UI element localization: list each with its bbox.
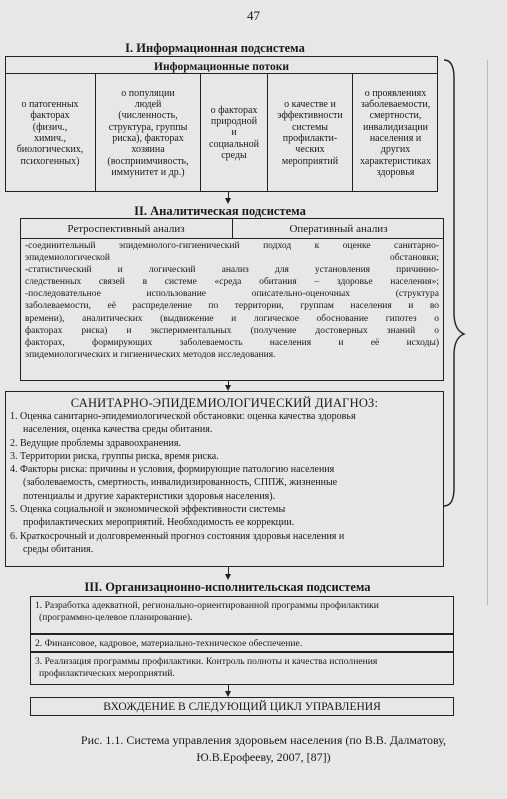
flow-cell-line: о проявлениях (364, 87, 427, 99)
flow-cell-line: факторах (30, 110, 70, 122)
flow-cell-line: других (380, 144, 411, 156)
org-item-2-box (30, 634, 454, 652)
org-item-line: (программно-целевое планирование). (39, 612, 193, 624)
diagnosis-line: 4. Факторы риска: причины и условия, формирующие патологию населения (10, 464, 335, 476)
flow-cell-line: социальной (209, 138, 259, 150)
flow-cell-line: иммунитет и др.) (111, 166, 185, 178)
diagnosis-line: (заболеваемость, смертность, инвалидизированность, СППЖ, жизненные (23, 477, 338, 489)
flow-cell-line: хозяина (131, 144, 165, 156)
org-item-1 (35, 600, 451, 625)
page-number: 47 (247, 8, 260, 23)
flow-cell-line: профилакти- (282, 133, 338, 144)
flow-cell-line: (восприимчивость, (107, 155, 189, 167)
analytic-subsystem-title: II. Аналитическая подсистема (134, 204, 306, 218)
flow-cell-line: и (231, 127, 237, 139)
diagnosis-line: среды обитания. (23, 543, 94, 555)
flow-cell-line: природной (210, 116, 258, 128)
flow-cell-line: характеристиках (360, 155, 431, 167)
diagnosis-line: населения, оценка качества среды обитания. (23, 424, 213, 436)
flow-cell-line: биологических, (16, 144, 84, 156)
analytic-line: эпидемиологической обстановки; (25, 253, 439, 264)
flow-cell-population (96, 74, 200, 192)
flow-cell-line: ческих (295, 144, 325, 156)
flow-cell-line: о популяции (121, 87, 175, 99)
next-cycle-box (30, 697, 454, 716)
next-cycle-label: ВХОЖДЕНИЕ В СЛЕДУЮЩИЙ ЦИКЛ УПРАВЛЕНИЯ (103, 700, 381, 713)
analytic-line: заболеваемости, её распределение по территории, группам населения и во (25, 301, 439, 312)
flow-cell-line: смертности, (369, 110, 422, 122)
flow-cell-line: психогенных) (20, 155, 80, 167)
flow-cell-line: людей (134, 99, 162, 111)
analytic-line: -последовательное использование описательно-оценочных (структура (25, 289, 439, 300)
org-item-3-box (30, 652, 454, 685)
caption-line: Ю.В.Ерофееву, 2007, [87]) (196, 750, 331, 764)
flow-cell-environment (201, 74, 267, 192)
org-item-line: 2. Финансовое, кадровое, материально-техническое обеспечение. (35, 638, 303, 649)
org-item-2 (35, 638, 451, 650)
flow-cell-line: о качестве и (284, 99, 336, 111)
flow-cell-line: (численность, (118, 110, 178, 122)
org-item-line: профилактических мероприятий. (39, 668, 175, 680)
flow-cell-line: структура, группы (108, 121, 188, 133)
caption-line: Рис. 1.1. Система управления здоровьем населения (по В.В. Далматову, (80, 733, 447, 747)
flow-cell-line: заболеваемости, (360, 99, 431, 111)
bleed-through-line (487, 60, 488, 605)
diagnosis-line: 6. Краткосрочный и долговременный прогноз состояния здоровья населения и (10, 530, 345, 542)
operative-analysis-label: Оперативный анализ (289, 223, 388, 235)
info-flows-header: Информационные потоки (154, 61, 289, 73)
analytic-line: -статистический и логический анализ для установления причинно- (25, 265, 439, 276)
flow-cell-morbidity (353, 74, 438, 192)
org-item-line: 3. Реализация программы профилактики. Контроль полноты и качества исполнения (35, 656, 378, 667)
diagnosis-line: 1. Оценка санитарно-эпидемиологической обстановки: оценка качества здоровья (10, 411, 356, 422)
analytic-line: эпидемиологических и гигиенических методов исследования. (25, 349, 276, 360)
org-item-3 (35, 656, 451, 681)
figure-caption (20, 732, 507, 766)
flow-cell-line: населения и (369, 133, 422, 144)
flow-cell-line: (физич., (32, 121, 68, 133)
flow-cell-line: химич., (33, 133, 67, 144)
org-item-1-box (30, 596, 454, 634)
flow-cell-line: среды (221, 149, 247, 161)
analytic-line: времени), аналитических (выдвижение и логическое обоснование гипотез о (25, 313, 439, 324)
diagnosis-list (10, 410, 440, 556)
analytic-line: факторах риска) и экспериментальных (получение достоверных знаний о (25, 325, 439, 336)
flow-cell-line: инвалидизации (362, 121, 429, 133)
flow-cell-line: о патогенных (21, 99, 79, 111)
analytic-line: факторах, формирующих заболеваемость населения и её исходы) (25, 337, 439, 348)
retrospective-analysis-label: Ретроспективный анализ (67, 223, 185, 235)
diagnosis-title: САНИТАРНО-ЭПИДЕМИОЛОГИЧЕСКИЙ ДИАГНОЗ: (70, 396, 379, 410)
diagnosis-line: профилактических мероприятий. Необходимость ее коррекции. (23, 517, 295, 529)
analytic-line: следственных связей в системе «среда обитания – здоровье населения»; (25, 277, 439, 288)
flow-cell-line: здоровья (376, 166, 415, 178)
diagnosis-line: 5. Оценка социальной и экономической эффективности системы (10, 504, 286, 516)
diagnosis-line: 2. Ведущие проблемы здравоохранения. (10, 437, 181, 449)
flow-cell-pathogenic (5, 74, 95, 192)
org-subsystem-title: III. Организационно-исполнительская подсистема (84, 580, 371, 594)
org-item-line: 1. Разработка адекватной, регионально-ориентированной программы профилактики (35, 600, 379, 611)
analytic-line: -соединительный эпидемиолого-гигиенический подход к оценке санитарно- (25, 241, 439, 251)
flow-cell-line: о факторах (210, 104, 258, 116)
analytic-text (25, 240, 439, 361)
right-brace-icon (440, 58, 472, 508)
flow-cell-line: системы (291, 121, 329, 133)
info-subsystem-title: I. Информационная подсистема (125, 41, 305, 55)
analysis-header-divider (20, 238, 444, 239)
flow-cell-line: риска), факторах (112, 133, 184, 144)
flow-cell-prevention (268, 74, 352, 192)
diagnosis-line: 3. Территории риска, группы риска, время риска. (10, 450, 219, 462)
flow-cell-line: эффективности (277, 110, 343, 122)
diagnosis-line: потенциалы и другие характеристики здоровья населения). (23, 490, 276, 502)
flow-cell-line: мероприятий (281, 155, 339, 167)
